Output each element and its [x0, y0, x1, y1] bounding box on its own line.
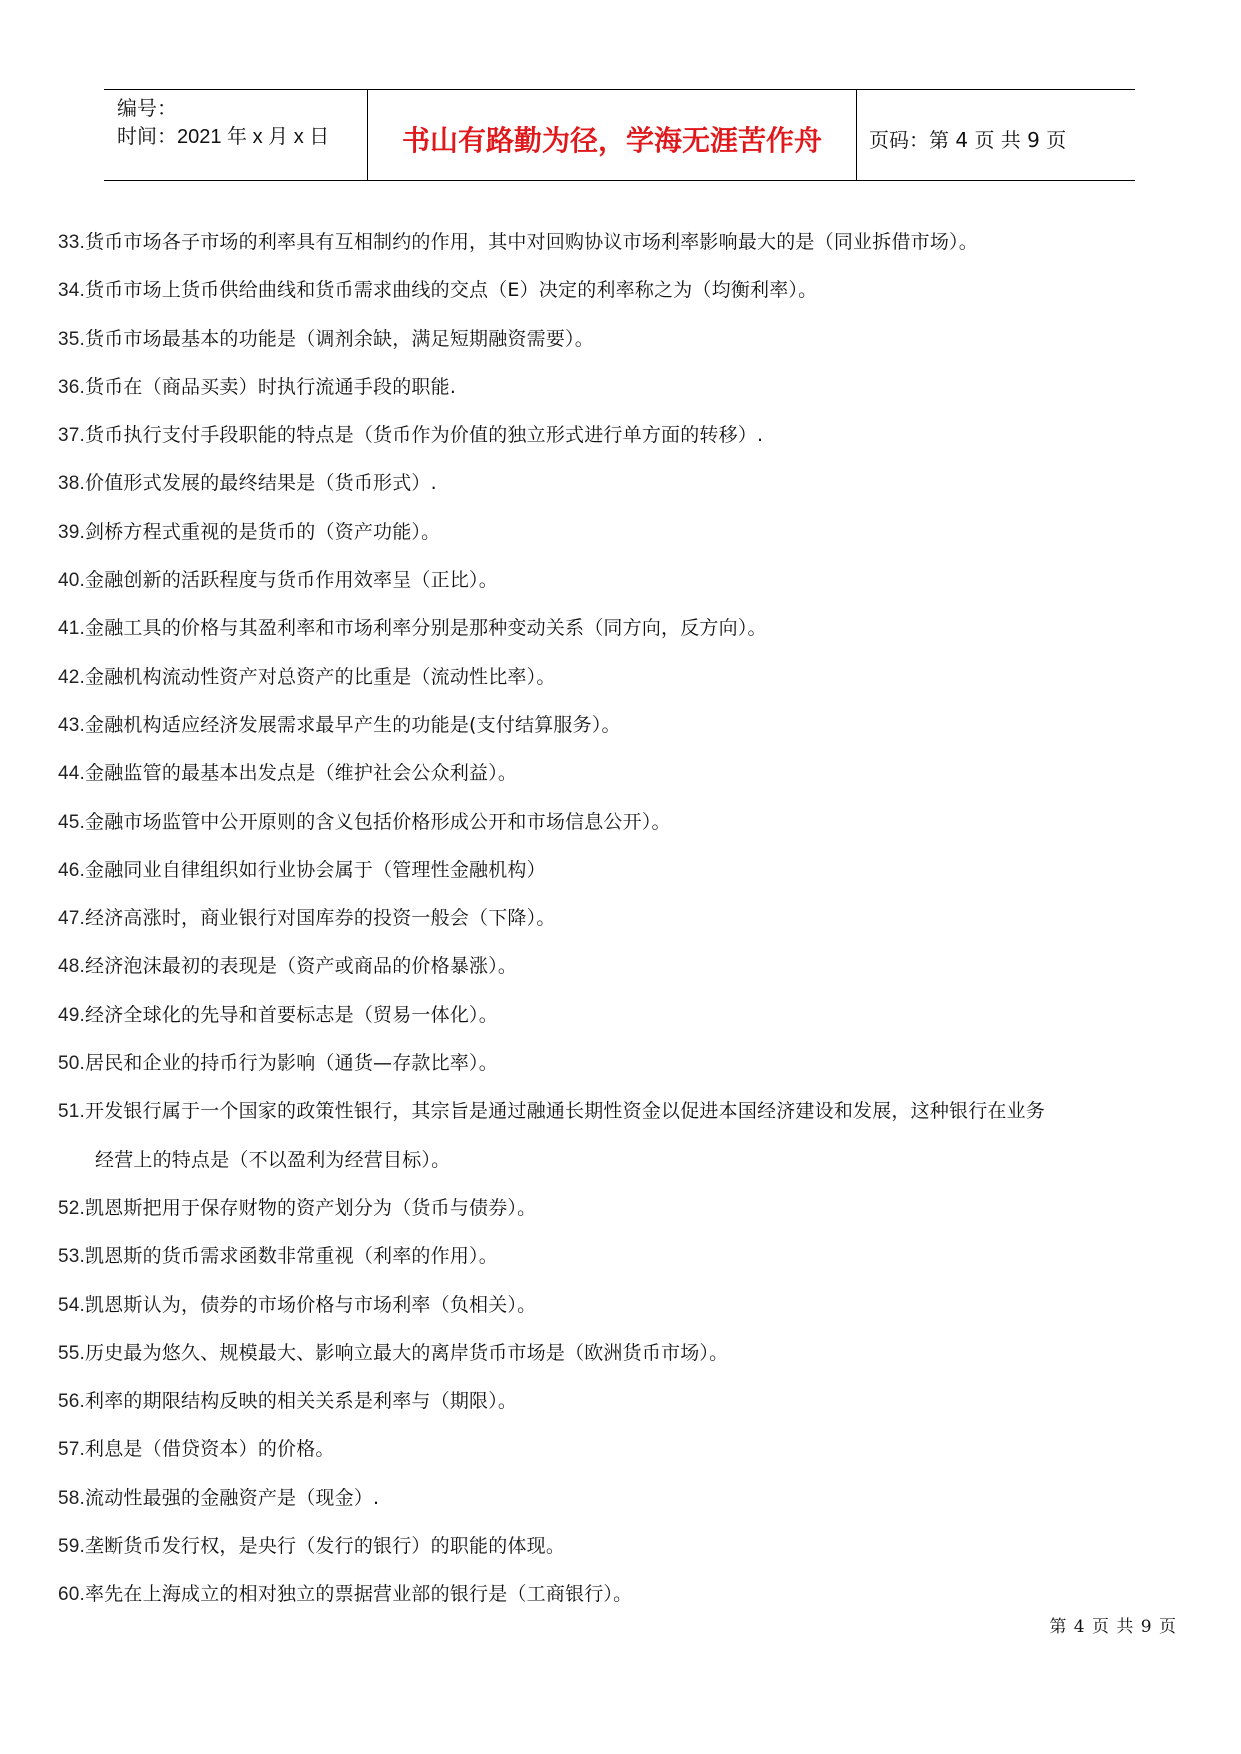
item-number: 57.: [58, 1439, 86, 1461]
item-number: 56.: [58, 1391, 86, 1413]
list-item: [58, 749, 1178, 797]
item-text: 垄断货币发行权，是央行（发行的银行）的职能的体现。: [85, 1535, 566, 1558]
list-item: [58, 701, 1178, 749]
item-text: 剑桥方程式重视的是货币的（资产功能）。: [85, 520, 441, 543]
item-text: 凯恩斯把用于保存财物的资产划分为（货币与债券）。: [85, 1196, 537, 1219]
item-number: 59.: [58, 1536, 86, 1558]
item-text: 金融工具的价格与其盈利率和市场利率分别是那种变动关系（同方向，反方向）。: [85, 617, 767, 640]
list-item: [58, 1522, 1178, 1570]
page-footer: 第 4 页 共 9 页: [1049, 1617, 1177, 1637]
item-text: 利息是（借贷资本）的价格。: [85, 1438, 335, 1461]
item-number: 53.: [58, 1246, 86, 1268]
item-text: 金融机构适应经济发展需求最早产生的功能是(支付结算服务）。: [85, 713, 621, 736]
page-code: 页码：第 4 页 共 9 页: [869, 128, 1067, 152]
serial-label: 编号：: [117, 98, 177, 120]
item-number: 41.: [58, 618, 86, 640]
item-number: 49.: [58, 1004, 86, 1026]
item-number: 54.: [58, 1294, 86, 1316]
list-item: [58, 942, 1178, 990]
list-item: [58, 1329, 1178, 1377]
list-item: [58, 1087, 1178, 1135]
item-text: 经济泡沫最初的表现是（资产或商品的价格暴涨）。: [85, 955, 518, 978]
item-number: 48.: [58, 956, 86, 978]
item-number: 42.: [58, 666, 86, 688]
item-number: 43.: [58, 714, 86, 736]
item-number: 55.: [58, 1342, 86, 1364]
item-text: 金融机构流动性资产对总资产的比重是（流动性比率）。: [85, 665, 556, 688]
item-text: 开发银行属于一个国家的政策性银行，其宗旨是通过融通长期性资金以促进本国经济建设和发展，这种银行在业务: [85, 1100, 1046, 1123]
item-text: 居民和企业的持币行为影响（通货—存款比率）。: [85, 1052, 498, 1075]
list-item: [58, 1281, 1178, 1329]
list-item: [58, 894, 1178, 942]
item-text: 经济全球化的先导和首要标志是（贸易一体化）。: [85, 1003, 498, 1026]
item-text: 价值形式发展的最终结果是（货币形式）.: [85, 472, 437, 495]
list-item: [58, 653, 1178, 701]
list-item: [58, 1425, 1178, 1473]
item-text: 利率的期限结构反映的相关关系是利率与（期限）。: [85, 1390, 518, 1413]
motto-text: 书山有路勤为径，学海无涯苦作舟: [401, 124, 822, 157]
item-text: 金融创新的活跃程度与货币作用效率呈（正比）。: [85, 569, 498, 592]
item-text: 凯恩斯的货币需求函数非常重视（利率的作用）。: [85, 1245, 498, 1268]
item-text: 流动性最强的金融资产是（现金）.: [85, 1486, 380, 1509]
item-number: 36.: [58, 376, 86, 398]
item-number: 51.: [58, 1101, 86, 1123]
item-text: 率先在上海成立的相对独立的票据营业部的银行是（工商银行）。: [85, 1583, 633, 1606]
item-text: 货币在（商品买卖）时执行流通手段的职能.: [85, 375, 457, 398]
list-item: [58, 1377, 1178, 1425]
header-table: [104, 89, 1135, 181]
list-item: [58, 266, 1178, 314]
item-number: 52.: [58, 1197, 86, 1219]
item-number: 47.: [58, 908, 86, 930]
item-text: 货币市场上货币供给曲线和货币需求曲线的交点（E）决定的利率称之为（均衡利率）。: [85, 279, 818, 302]
list-item: [58, 1232, 1178, 1280]
item-text: 凯恩斯认为，债券的市场价格与市场利率（负相关）。: [85, 1293, 537, 1316]
list-item: [58, 459, 1178, 507]
item-number: 34.: [58, 280, 86, 302]
item-text: 货币执行支付手段职能的特点是（货币作为价值的独立形式进行单方面的转移）.: [85, 424, 764, 447]
list-item: [58, 1474, 1178, 1522]
list-item: [58, 991, 1178, 1039]
item-number: 33.: [58, 232, 86, 253]
item-number: 38.: [58, 473, 86, 495]
list-item: [58, 218, 1178, 266]
item-number: 37.: [58, 425, 86, 447]
item-text: 历史最为悠久、规模最大、影响立最大的离岸货币市场是（欧洲货币市场）。: [85, 1341, 729, 1364]
item-number: 46.: [58, 859, 86, 881]
header-meta-cell: [104, 90, 367, 180]
list-item: [58, 604, 1178, 652]
item-text: 货币市场最基本的功能是（调剂余缺，满足短期融资需要）。: [85, 327, 594, 350]
item-text: 经营上的特点是（不以盈利为经营目标）。: [95, 1148, 451, 1171]
list-item: [58, 1570, 1178, 1618]
item-number: 58.: [58, 1487, 86, 1509]
header-motto-cell: [367, 90, 857, 180]
item-number: 44.: [58, 763, 86, 785]
item-text: 金融市场监管中公开原则的含义包括价格形成公开和市场信息公开）。: [85, 810, 671, 833]
list-item: [58, 363, 1178, 411]
item-number: 50.: [58, 1053, 86, 1075]
list-item: [58, 1039, 1178, 1087]
item-text: 金融监管的最基本出发点是（维护社会公众利益）。: [85, 762, 518, 785]
item-number: 39.: [58, 521, 86, 543]
item-number: 45.: [58, 811, 86, 833]
item-number: 60.: [58, 1584, 86, 1606]
question-list: [58, 218, 1178, 1619]
item-text: 货币市场各子市场的利率具有互相制约的作用，其中对回购协议市场利率影响最大的是（同业拆借市场）。: [85, 231, 978, 253]
list-item: [58, 508, 1178, 556]
item-text: 金融同业自律组织如行业协会属于（管理性金融机构）: [85, 858, 546, 881]
list-item: [58, 1136, 1178, 1184]
list-item: [58, 846, 1178, 894]
item-text: 经济高涨时，商业银行对国库券的投资一般会（下降）。: [85, 907, 556, 930]
time-line: 时间：2021 年 x 月 x 日: [117, 126, 330, 148]
item-number: 35.: [58, 328, 86, 350]
list-item: [58, 315, 1178, 363]
list-item: [58, 411, 1178, 459]
item-number: 40.: [58, 570, 86, 592]
list-item: [58, 798, 1178, 846]
header-page-cell: [857, 90, 1135, 180]
list-item: [58, 556, 1178, 604]
list-item: [58, 1184, 1178, 1232]
